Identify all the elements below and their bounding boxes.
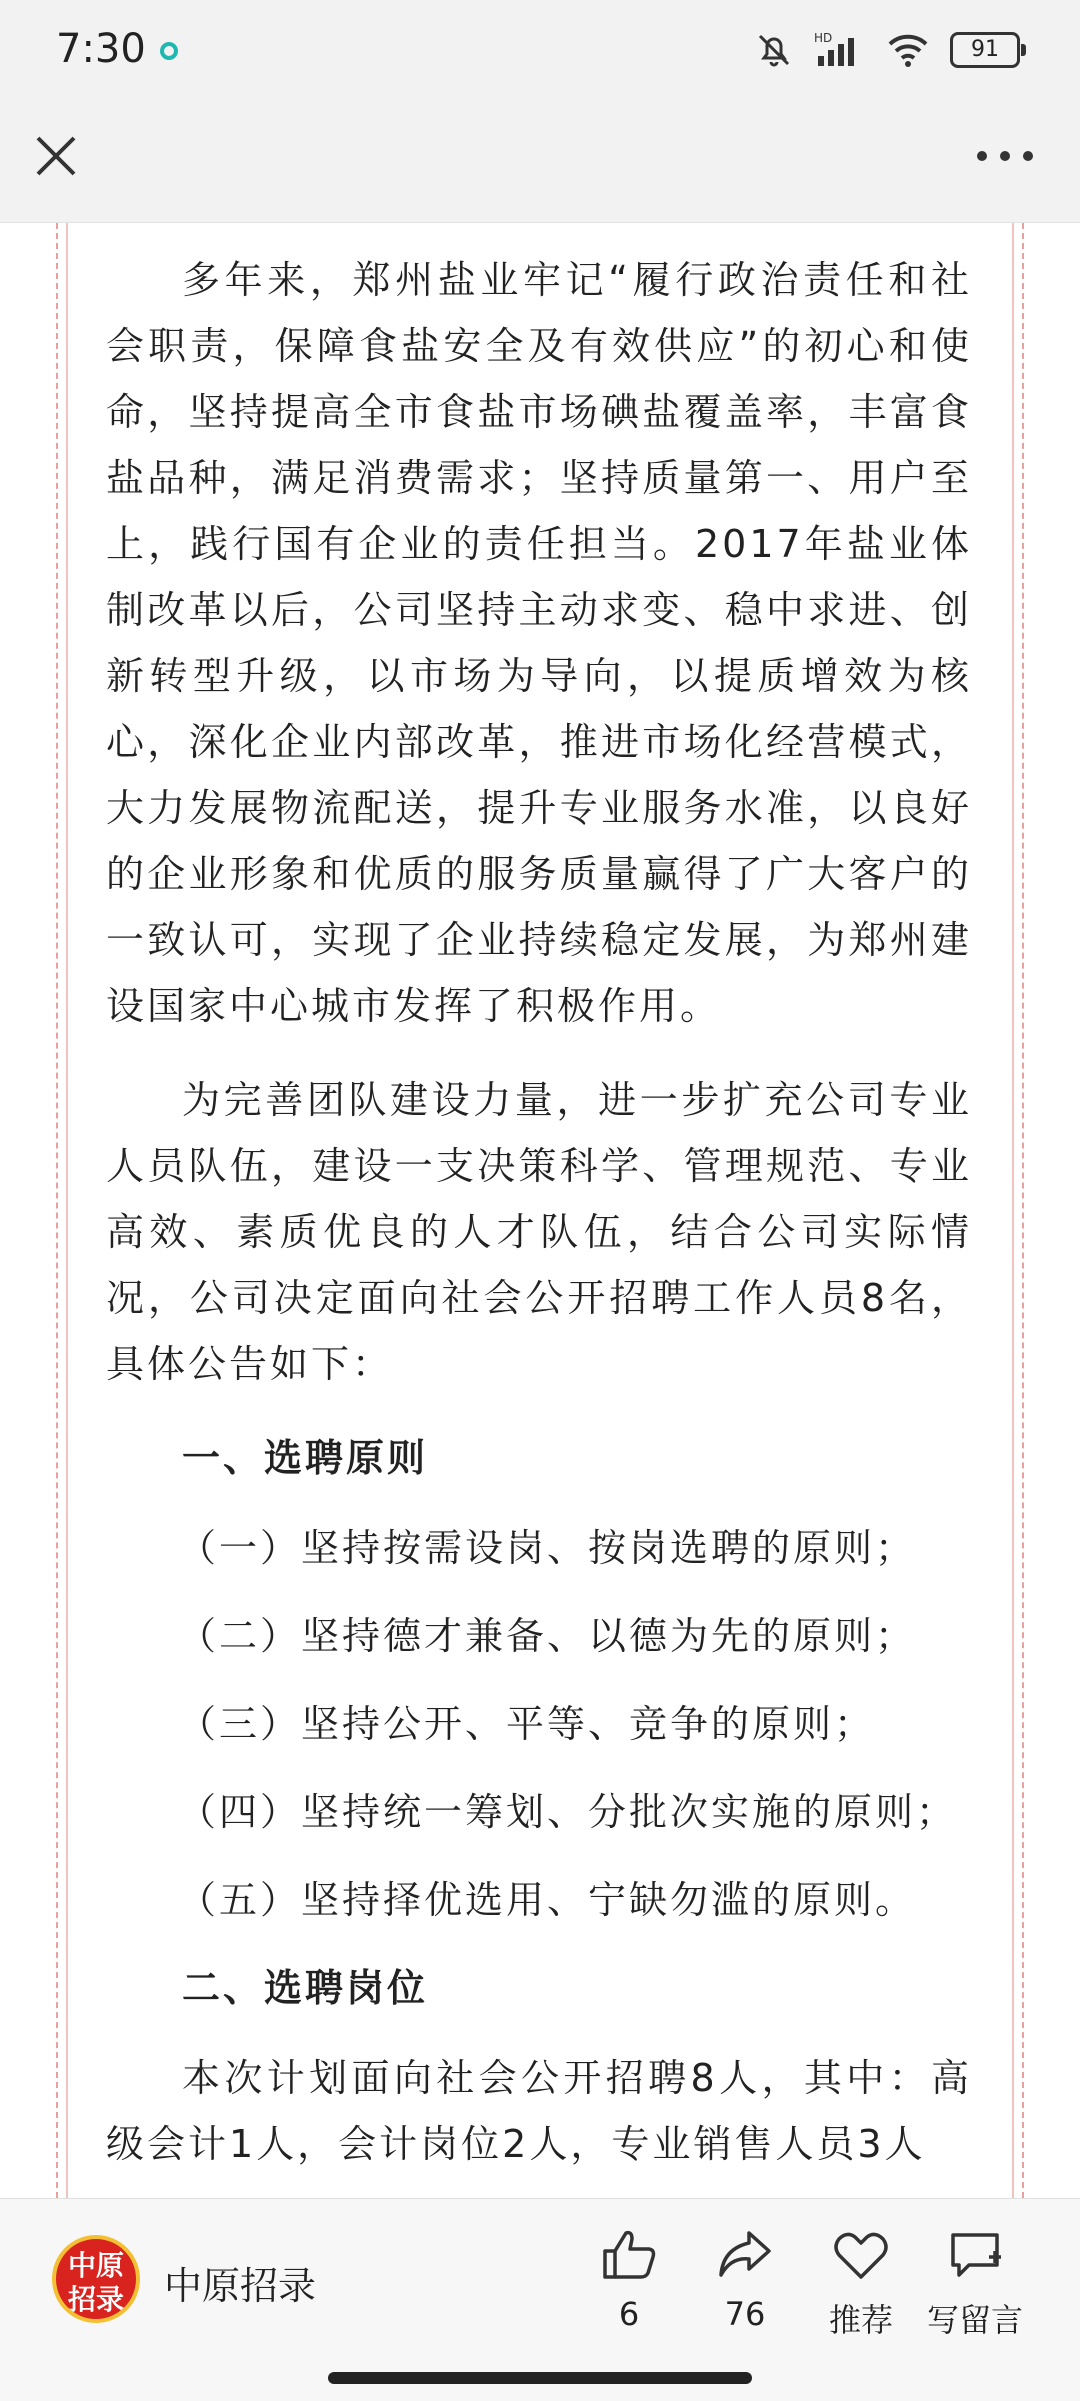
principle-item: （二）坚持德才兼备、以德为先的原则； — [178, 1614, 917, 1658]
share-count: 76 — [724, 2295, 766, 2333]
logo-text-line: 招录 — [67, 2283, 124, 2316]
decorative-border — [1012, 223, 1014, 2198]
signal-icon — [814, 30, 866, 70]
article-content — [106, 247, 972, 2198]
principle-item: （五）坚持择优选用、宁缺勿滥的原则。 — [178, 1878, 917, 1922]
article-paragraph: 为完善团队建设力量，进一步扩充公司专业人员队伍，建设一支决策科学、管理规范、专业高效、素质优良的人才队伍，结合公司实际情况，公司决定面向社会公开招聘工作人员8名，具体公告如下： — [106, 1078, 972, 1386]
principle-item: （四）坚持统一筹划、分批次实施的原则； — [178, 1790, 958, 1834]
more-icon — [970, 136, 1040, 176]
battery-indicator: 91 — [950, 32, 1020, 68]
status-time: 7:30 — [56, 26, 146, 72]
article-paragraph: 多年来，郑州盐业牢记“履行政治责任和社会职责，保障食盐安全及有效供应”的初心和使命，坚持提高全市食盐市场碘盐覆盖率，丰富食盐品种，满足消费需求；坚持质量第一、用户至上，践行国有企业的责任担当。2017年盐业体制改革以后，公司坚持主动求变、稳中求进、创新转型升级，以市场为导向，以提质增效为核心，深化企业内部改革，推进市场化经营模式，大力发展物流配送，提升专业服务水准，以良好的企业形象和优质的服务质量赢得了广大客户的一致认可，实现了企业持续稳定发展，为郑州建设国家中心城市发挥了积极作用。 — [106, 258, 972, 1028]
like-button[interactable] — [574, 2227, 684, 2333]
section-heading: 一、选聘原则 — [182, 1436, 429, 1480]
recommend-label: 推荐 — [828, 2301, 893, 2339]
comment-add-icon — [945, 2227, 1005, 2283]
principle-item: （三）坚持公开、平等、竞争的原则； — [178, 1702, 876, 1746]
thumbs-up-icon — [599, 2227, 659, 2283]
article-paragraph: 本次计划面向社会公开招聘8人，其中：高级会计1人，会计岗位2人，专业销售人员3人 — [106, 2056, 972, 2166]
article-body[interactable] — [0, 223, 1080, 2198]
recommend-button[interactable] — [806, 2227, 916, 2341]
account-logo[interactable] — [52, 2235, 140, 2323]
status-icons — [754, 28, 1020, 72]
account-name[interactable]: 中原招录 — [164, 2264, 317, 2308]
like-count: 6 — [618, 2295, 640, 2333]
logo-text-line: 中原 — [67, 2249, 124, 2282]
write-comment-button[interactable] — [920, 2227, 1030, 2341]
decorative-border — [66, 223, 68, 2198]
top-nav-bar — [0, 100, 1080, 223]
share-arrow-icon — [715, 2227, 775, 2283]
bottom-action-bar — [0, 2198, 1080, 2401]
status-bar — [0, 0, 1080, 100]
more-options-button[interactable] — [970, 136, 1040, 176]
decorative-border — [56, 223, 58, 2198]
comment-label: 写留言 — [926, 2301, 1023, 2339]
principle-item: （一）坚持按需设岗、按岗选聘的原则； — [178, 1526, 917, 1570]
notification-dot-icon — [160, 42, 178, 60]
network-label: HD — [814, 31, 833, 45]
decorative-border — [1022, 223, 1024, 2198]
heart-icon — [831, 2227, 891, 2283]
close-button[interactable] — [26, 126, 86, 186]
wifi-icon — [886, 30, 930, 70]
share-button[interactable] — [690, 2227, 800, 2333]
gesture-nav-bar[interactable] — [328, 2372, 752, 2384]
section-heading: 二、选聘岗位 — [182, 1966, 429, 2010]
close-icon — [26, 126, 86, 186]
mute-bell-icon — [754, 30, 794, 70]
